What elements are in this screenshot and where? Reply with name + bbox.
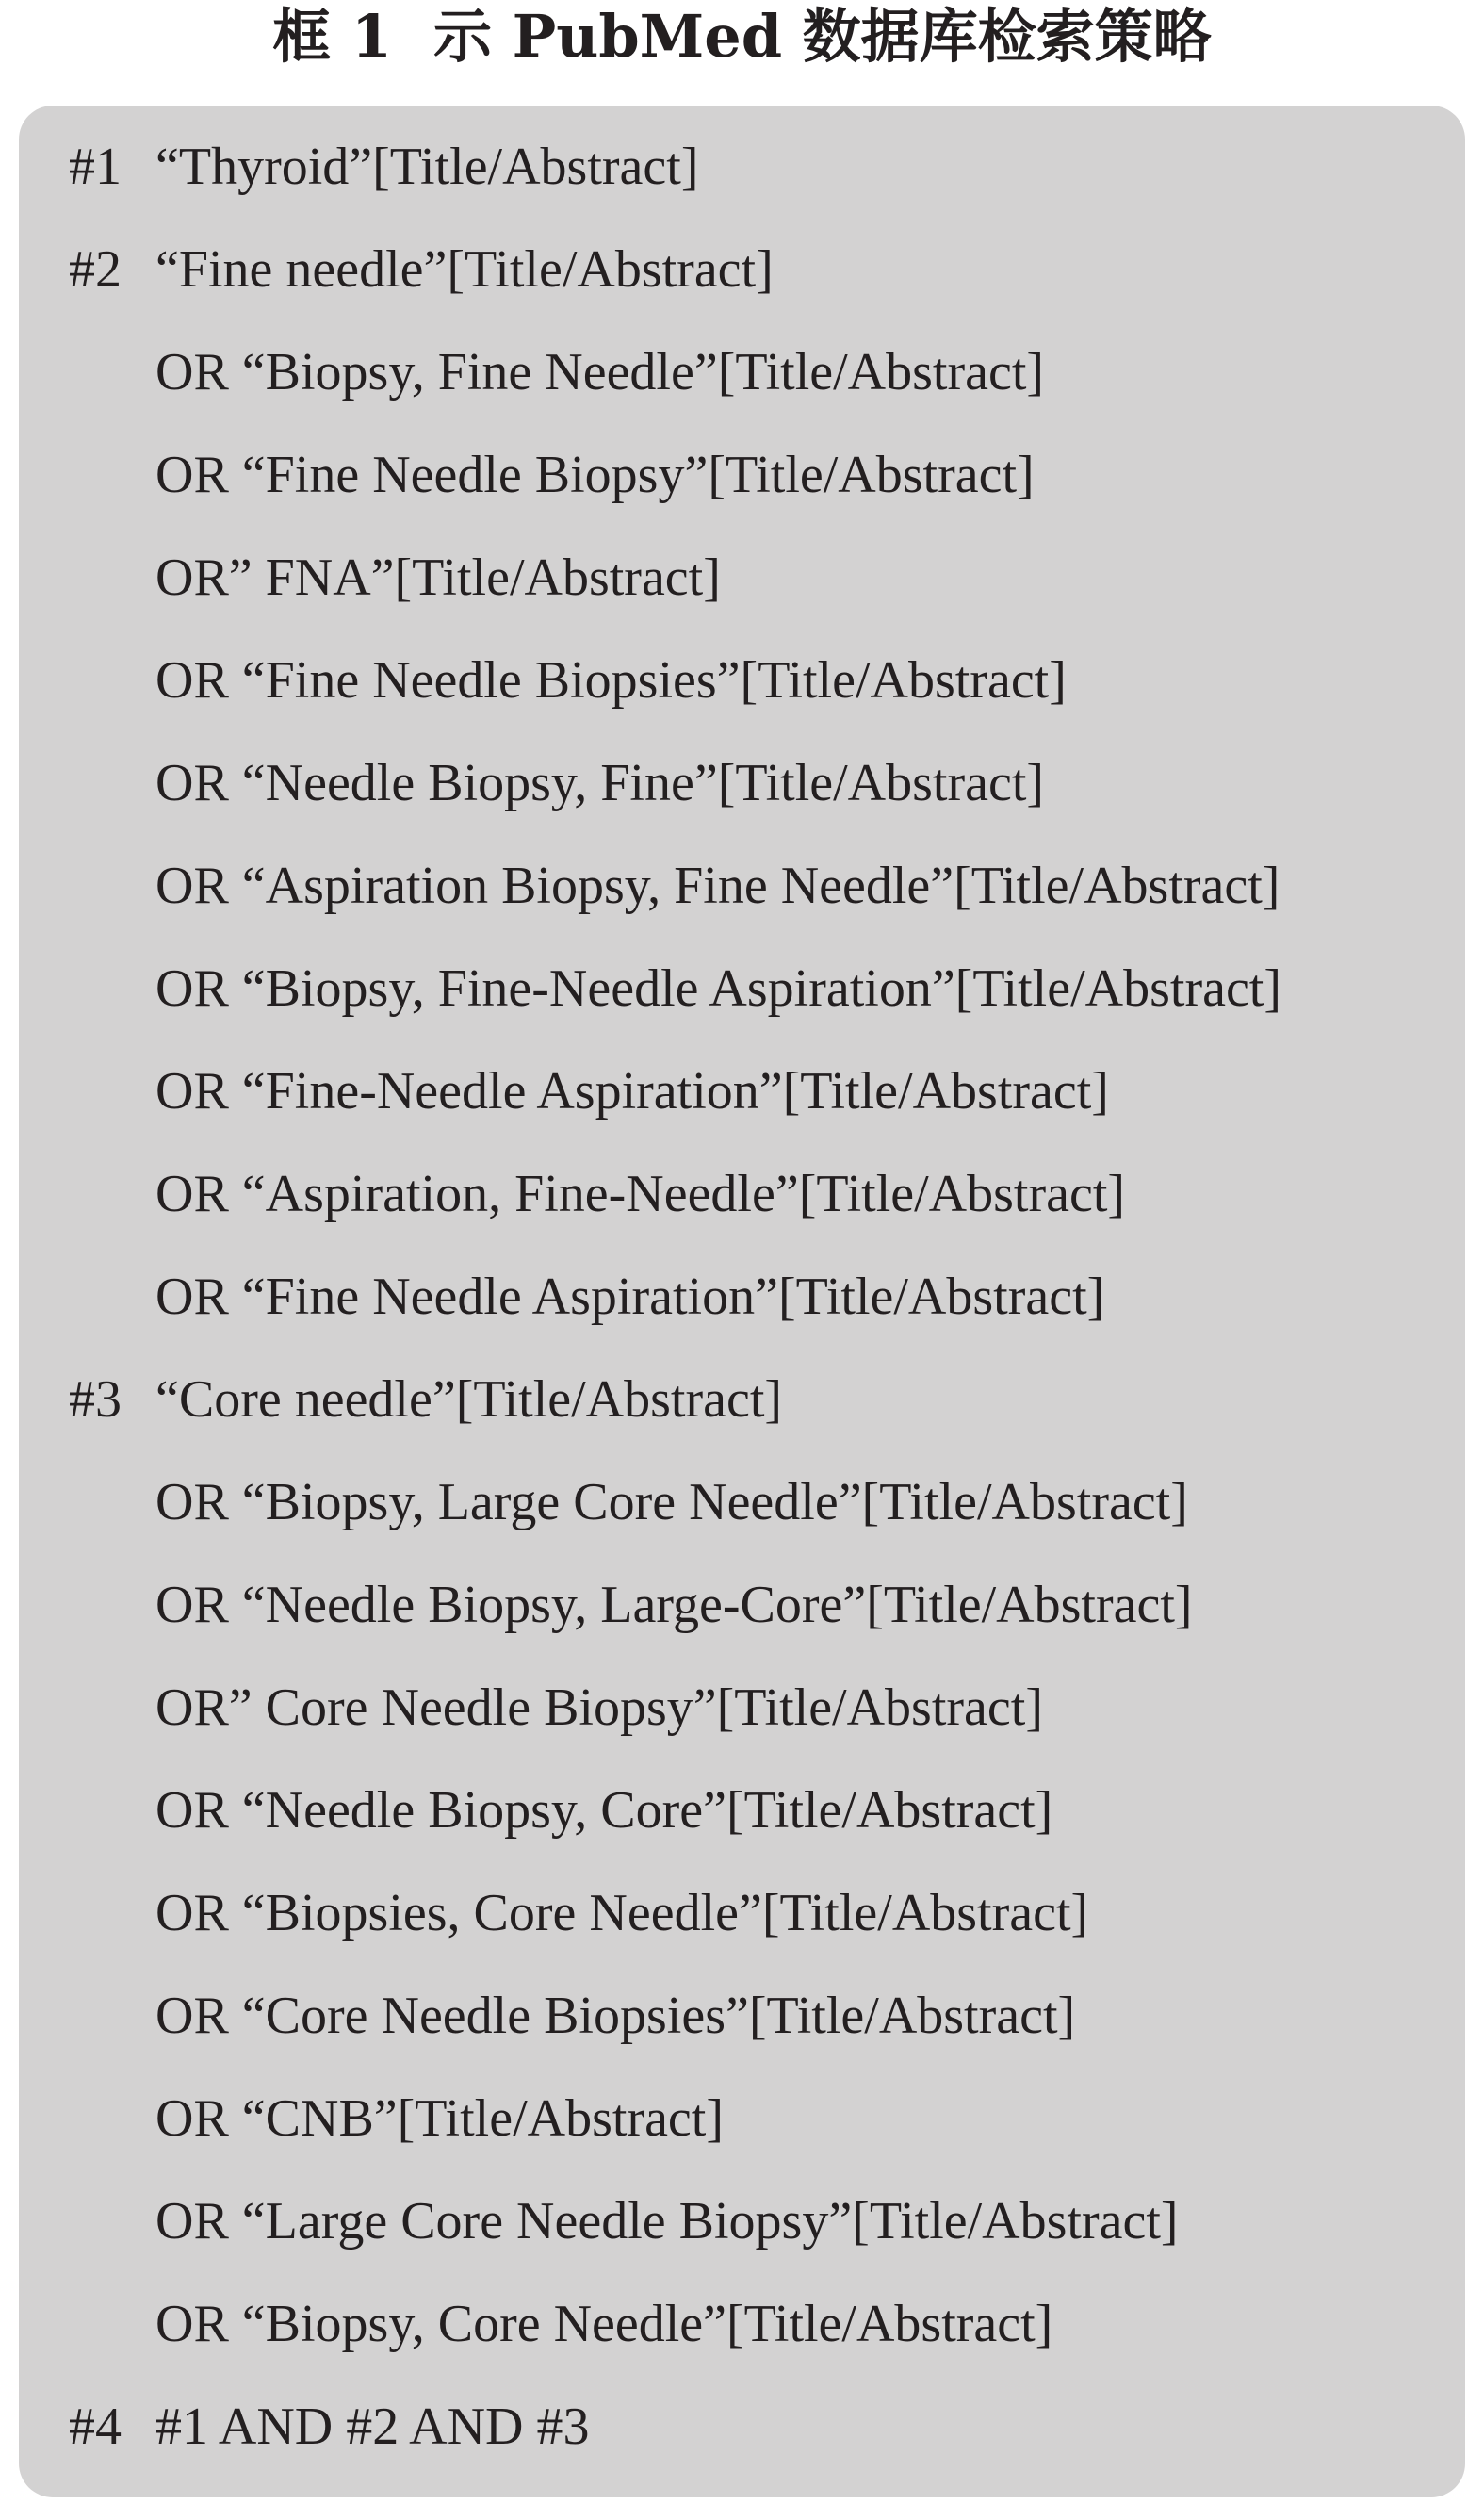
search-query: OR “Biopsies, Core Needle”[Title/Abstract]	[155, 1884, 1089, 1942]
search-query: “Thyroid”[Title/Abstract]	[155, 138, 699, 196]
search-query: OR “Biopsy, Large Core Needle”[Title/Abstract]	[155, 1473, 1188, 1531]
search-query: OR “CNB”[Title/Abstract]	[155, 2089, 724, 2148]
search-query: “Fine needle”[Title/Abstract]	[155, 240, 774, 299]
search-query: OR “Biopsy, Fine Needle”[Title/Abstract]	[155, 343, 1045, 401]
search-query: OR “Biopsy, Core Needle”[Title/Abstract]	[155, 2295, 1053, 2353]
search-query: OR “Biopsy, Fine-Needle Aspiration”[Title/Abstract]	[155, 959, 1282, 1018]
search-query: OR “Aspiration Biopsy, Fine Needle”[Title/Abstract]	[155, 857, 1280, 915]
search-query: OR “Needle Biopsy, Fine”[Title/Abstract]	[155, 754, 1045, 812]
box-label: 框 1	[272, 2, 393, 71]
search-query: OR “Fine Needle Biopsy”[Title/Abstract]	[155, 446, 1035, 504]
search-query: “Core needle”[Title/Abstract]	[155, 1370, 783, 1429]
search-query: #1 AND #2 AND #3	[155, 2398, 590, 2456]
search-query: OR” FNA”[Title/Abstract]	[155, 548, 721, 607]
search-query: OR “Large Core Needle Biopsy”[Title/Abstract]	[155, 2192, 1179, 2250]
search-step-number: #3	[69, 1370, 122, 1429]
search-query: OR “Aspiration, Fine-Needle”[Title/Abstract]	[155, 1165, 1126, 1223]
search-strategy-panel	[19, 106, 1465, 2497]
search-step-number: #2	[69, 240, 122, 299]
box-title-text: 示 PubMed 数据库检索策略	[433, 2, 1212, 71]
search-query: OR” Core Needle Biopsy”[Title/Abstract]	[155, 1678, 1043, 1737]
search-query: OR “Needle Biopsy, Large-Core”[Title/Abstract]	[155, 1576, 1193, 1634]
search-query: OR “Needle Biopsy, Core”[Title/Abstract]	[155, 1781, 1053, 1840]
search-step-number: #1	[69, 138, 122, 196]
box-title	[0, 0, 1484, 85]
search-query: OR “Fine Needle Aspiration”[Title/Abstract]	[155, 1268, 1105, 1326]
search-step-number: #4	[69, 2398, 122, 2456]
search-query: OR “Fine Needle Biopsies”[Title/Abstract]	[155, 651, 1067, 710]
search-query: OR “Core Needle Biopsies”[Title/Abstract]	[155, 1987, 1076, 2045]
search-query: OR “Fine-Needle Aspiration”[Title/Abstract]	[155, 1062, 1109, 1121]
